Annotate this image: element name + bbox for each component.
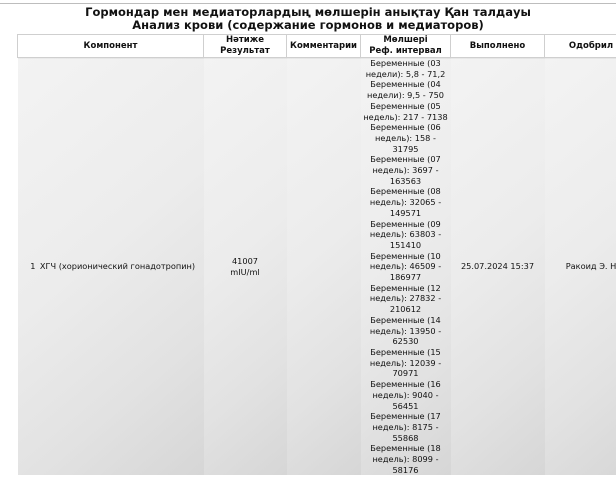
ref-interval-line: Беременные (07 (370, 154, 441, 165)
header-done: Выполнено (451, 35, 545, 58)
header-component: Компонент (18, 35, 204, 58)
ref-interval-line: Беременные (16 (370, 379, 441, 390)
component-name: ХГЧ (хорионический гонадотропин) (39, 261, 196, 272)
ref-interval-line: 210612 (389, 304, 422, 315)
ref-interval-line: недель): 13950 - (369, 325, 442, 336)
header-result-kz: Нәтиже (226, 35, 264, 45)
ref-interval-line: Беременные (09 (370, 218, 441, 229)
header-ref (361, 35, 451, 58)
ref-interval-line: недель): 217 - 7138 (363, 111, 448, 122)
result-unit: mIU/ml (230, 266, 260, 277)
ref-interval-line: недель): 3697 - (372, 165, 439, 176)
results-table (17, 34, 616, 475)
ref-interval-line: Беременные (17 (370, 411, 441, 422)
ref-interval-line: Беременные (10 (370, 250, 441, 261)
top-divider (0, 0, 616, 4)
ref-interval-line: 58176 (392, 464, 419, 475)
report-title (0, 6, 616, 32)
row-number: 1 (30, 261, 36, 272)
ref-interval-line: недель): 158 - (375, 132, 436, 143)
ref-interval-line: Беременные (05 (370, 100, 441, 111)
cell-done: 25.07.2024 15:37 (451, 58, 545, 476)
ref-interval-line: 149571 (389, 207, 422, 218)
header-ref-kz: Мөлшері (383, 35, 428, 45)
reference-interval-list (361, 58, 451, 475)
ref-interval-line: недели): 5,8 - 71,2 (365, 68, 446, 79)
table-header-row (18, 35, 616, 58)
ref-interval-line: недель): 9040 - (372, 389, 439, 400)
table-row (18, 58, 616, 476)
title-kz: Гормондар мен медиаторлардың мөлшерін анықтау Қан талдауы (85, 5, 531, 19)
ref-interval-line: недель): 27832 - (369, 293, 442, 304)
ref-interval-line: 55868 (392, 432, 419, 443)
ref-interval-line: 70971 (392, 368, 419, 379)
ref-interval-line: недели): 9,5 - 750 (366, 90, 444, 101)
cell-result (204, 58, 287, 476)
ref-interval-line: Беременные (04 (370, 79, 441, 90)
result-value: 41007 (231, 256, 259, 266)
ref-interval-line: Беременные (15 (370, 346, 441, 357)
ref-interval-line: недель): 8175 - (372, 421, 439, 432)
cell-approved: Ракоид Э. Н (545, 58, 616, 476)
ref-interval-line: 31795 (392, 143, 419, 154)
title-ru: Анализ крови (содержание гормонов и медиаторов) (132, 18, 484, 32)
cell-reference-interval (361, 58, 451, 476)
ref-interval-line: 151410 (389, 239, 422, 250)
cell-component (18, 58, 204, 476)
ref-interval-line: 163563 (389, 175, 422, 186)
ref-interval-line: недель): 12039 - (369, 357, 442, 368)
ref-interval-line: Беременные (03 (370, 58, 441, 68)
ref-interval-line: Беременные (06 (370, 122, 441, 133)
ref-interval-line: недель): 32065 - (369, 197, 442, 208)
header-approved: Одобрил (545, 35, 616, 58)
ref-interval-line: 62530 (392, 336, 419, 347)
ref-interval-line: недель): 46509 - (369, 261, 442, 272)
header-ref-ru: Реф. интервал (369, 46, 442, 56)
ref-interval-line: 186977 (389, 272, 422, 283)
ref-interval-line: Беременные (18 (370, 443, 441, 454)
ref-interval-line: 56451 (392, 400, 419, 411)
ref-interval-line: недель): 63803 - (369, 229, 442, 240)
ref-interval-line: Беременные (14 (370, 314, 441, 325)
header-result-ru: Результат (220, 46, 270, 56)
cell-comment (287, 58, 361, 476)
ref-interval-line: недель): 8099 - (372, 454, 439, 465)
ref-interval-line: Беременные (08 (370, 186, 441, 197)
header-comments: Комментарии (287, 35, 361, 58)
ref-interval-line: Беременные (12 (370, 282, 441, 293)
header-result (204, 35, 287, 58)
